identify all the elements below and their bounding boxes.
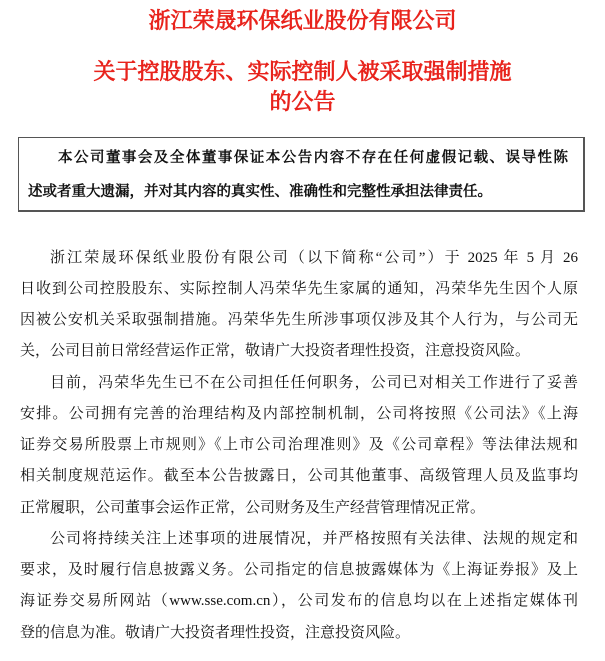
disclaimer-box (18, 137, 585, 212)
body-line: 登的信息为准。敬请广大投资者理性投资，注意投资风险。 (20, 625, 411, 641)
body-line: 海证券交易所网站（www.sse.com.cn），公司发布的信息均以在上述指定媒体刊 (20, 593, 578, 609)
body-line: 关，公司目前日常经营运作正常，敬请广大投资者理性投资，注意投资风险。 (20, 343, 531, 359)
disclaimer-line: 本公司董事会及全体董事保证本公告内容不存在任何虚假记载、误导性陈 (58, 150, 568, 166)
body-line: 浙江荣晟环保纸业股份有限公司（以下简称“公司”）于 2025 年 5 月 26 (50, 250, 578, 266)
announcement-title-line-2: 的公告 (269, 90, 336, 115)
body-line: 公司将持续关注上述事项的进展情况，并严格按照有关法律、法规的规定和 (50, 531, 578, 547)
announcement-title-line-1: 关于控股股东、实际控制人被采取强制措施 (93, 60, 512, 85)
body-line: 要求，及时履行信息披露义务。公司指定的信息披露媒体为《上海证券报》及上 (20, 562, 578, 578)
disclaimer-line: 述或者重大遗漏，并对其内容的真实性、准确性和完整性承担法律责任。 (28, 184, 492, 200)
body-line: 目前，冯荣华先生已不在公司担任任何职务，公司已对相关工作进行了妥善 (50, 375, 578, 391)
body-line: 日收到公司控股股东、实际控制人冯荣华先生家属的通知，冯荣华先生因个人原 (20, 281, 578, 297)
body-line: 安排。公司拥有完善的治理结构及内部控制机制，公司将按照《公司法》《上海 (20, 406, 578, 422)
body-line: 正常履职，公司董事会运作正常，公司财务及生产经营管理情况正常。 (20, 500, 486, 516)
body-line: 证券交易所股票上市规则》《上市公司治理准则》及《公司章程》等法律法规和 (20, 437, 578, 453)
body-line: 因被公安机关采取强制措施。冯荣华先生所涉事项仅涉及其个人行为，与公司无 (20, 312, 578, 328)
body-line: 相关制度规范运作。截至本公告披露日，公司其他董事、高级管理人员及监事均 (20, 468, 578, 484)
company-name: 浙江荣晟环保纸业股份有限公司 (148, 9, 457, 34)
